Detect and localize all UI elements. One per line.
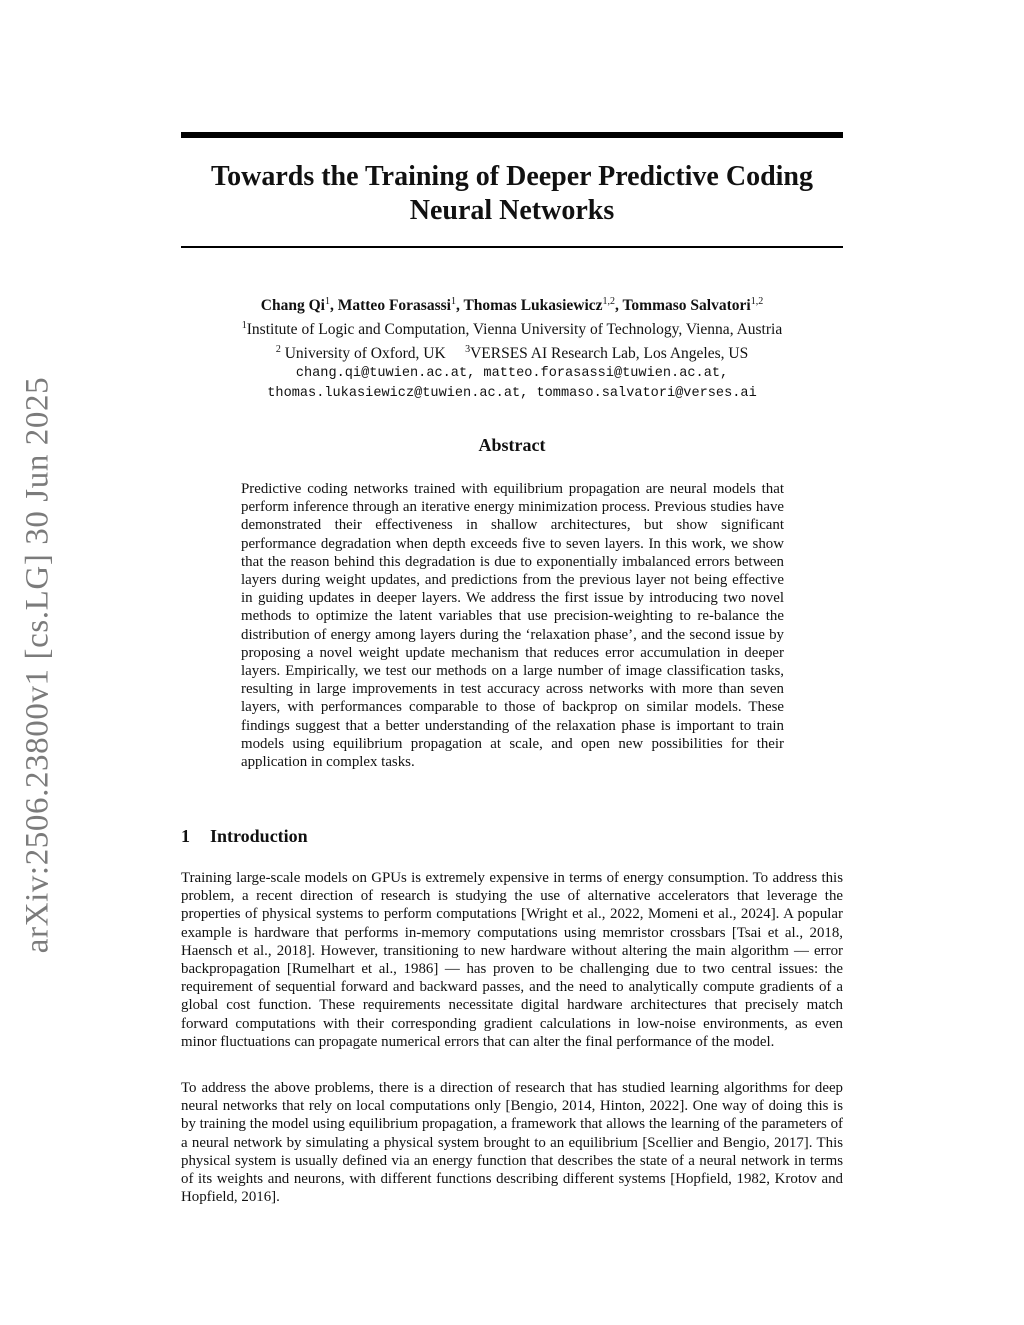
author-name: Tommaso Salvatori <box>622 297 751 315</box>
author-affiliation-mark: 1 <box>324 296 330 307</box>
author-affiliation-mark: 1 <box>450 296 456 307</box>
title-rule-bottom <box>181 246 843 248</box>
abstract-heading: Abstract <box>478 435 546 455</box>
author-block <box>181 292 843 404</box>
abstract-text: Predictive coding networks trained with equilibrium propagation are neural models that perform inference through an iterative energy minimization process. Previous studies have demonstrated their effectiveness in shallow architectures, but show significant performance degradation when depth exceeds five to seven layers. In this work, we show that the reason behind this degradation is due to exponentially imbalanced errors between layers during weight updates, and predictions from the previous layer not being effective in guiding updates in deeper layers. We address the first issue by introducing two novel methods to optimize the latent variables that use precision-weighting to re-balance the distribution of energy among layers during the ‘relaxation phase’, and the second issue by proposing a novel weight update mechanism that reduces error accumulation in deeper layers. Empirically, we test our methods on a large number of image classification tasks, resulting in large improvements in test accuracy across networks with more than seven layers, with performances comparable to those of backprop on similar models. These findings suggest that a better understanding of the relaxation phase is important to train models using equilibrium propagation at scale, and open new possibilities for their application in complex tasks. <box>241 481 784 771</box>
section-title: Introduction <box>210 826 308 846</box>
author-name: Thomas Lukasiewicz <box>463 297 603 315</box>
author-list: Chang Qi$^1$, Matteo Forasassi$^1$, Thomas Lukasiewicz$^{1,2}$, Tommaso Salvatori$^{1,2}$ <box>260 296 764 315</box>
affiliation-text: VERSES AI Research Lab, Los Angeles, US <box>470 345 749 363</box>
author-affiliation-mark: 1,2 <box>750 296 764 307</box>
title-rule-top <box>181 132 843 138</box>
affiliation-mark: 1 <box>241 320 247 332</box>
affiliation-line-1 <box>181 316 843 340</box>
author-name: Chang Qi <box>260 297 325 315</box>
email-line-1: chang.qi@tuwien.ac.at, matteo.forasassi@tuwien.ac.at, <box>295 366 729 382</box>
paper-title: Towards the Training of Deeper Predictive Coding Neural Networks <box>211 161 813 226</box>
arxiv-identifier-text: arXiv:2506.23800v1 [cs.LG] 30 Jun 2025 <box>19 376 56 954</box>
body-paragraph: To address the above problems, there is a direction of research that has studied learning algorithms for deep neural networks that rely on local computations only [Bengio, 2014, Hinton, 2022]. One way of doing this is by training the model using equilibrium propagation, a framework that allows the learning of the parameters of a neural network by simulating a physical system brought to an equilibrium [Scellier and Bengio, 2017]. This physical system is usually defined via an energy function that describes the state of a neural network in terms of its weights and neurons, with different functions describing different systems [Hopfield, 1982, Krotov and Hopfield, 2016]. <box>181 1080 843 1206</box>
body-paragraph: Training large-scale models on GPUs is extremely expensive in terms of energy consumption. To address this problem, a recent direction of research is studying the use of alternative accelerators that leverage the properties of physical systems to perform computations [Wright et al., 2022, Momeni et al., 2024]. A popular example is hardware that performs in-memory computations using memristor crossbars [Tsai et al., 2018, Haensch et al., 2018]. However, transitioning to new hardware without altering the main algorithm — error backpropagation [Rumelhart et al., 1986] — has proven to be challenging due to two central issues: the requirement of sequential forward and backward passes, and the need to analytically compute gradients of a global cost function. These requirements necessitate digital hardware architectures that precisely match forward computations with their corresponding gradient calculations in low-noise environments, as even minor fluctuations can propagate numerical errors that can alter the final performance of the model. <box>181 870 843 1050</box>
author-name: Matteo Forasassi <box>337 297 451 315</box>
section-number: 1 <box>181 826 190 846</box>
affiliation-mark: 3 <box>465 344 471 356</box>
author-affiliation-mark: 1,2 <box>602 296 616 307</box>
affiliation-text: Institute of Logic and Computation, Vienna University of Technology, Vienna, Austria <box>246 321 783 339</box>
email-line-2: thomas.lukasiewicz@tuwien.ac.at, tommaso.salvatori@verses.ai <box>267 386 757 402</box>
affiliation-line-2 <box>181 340 843 364</box>
section-heading <box>181 826 308 847</box>
affiliation-mark: 2 <box>275 344 281 356</box>
affiliation-text: University of Oxford, UK <box>284 345 446 363</box>
